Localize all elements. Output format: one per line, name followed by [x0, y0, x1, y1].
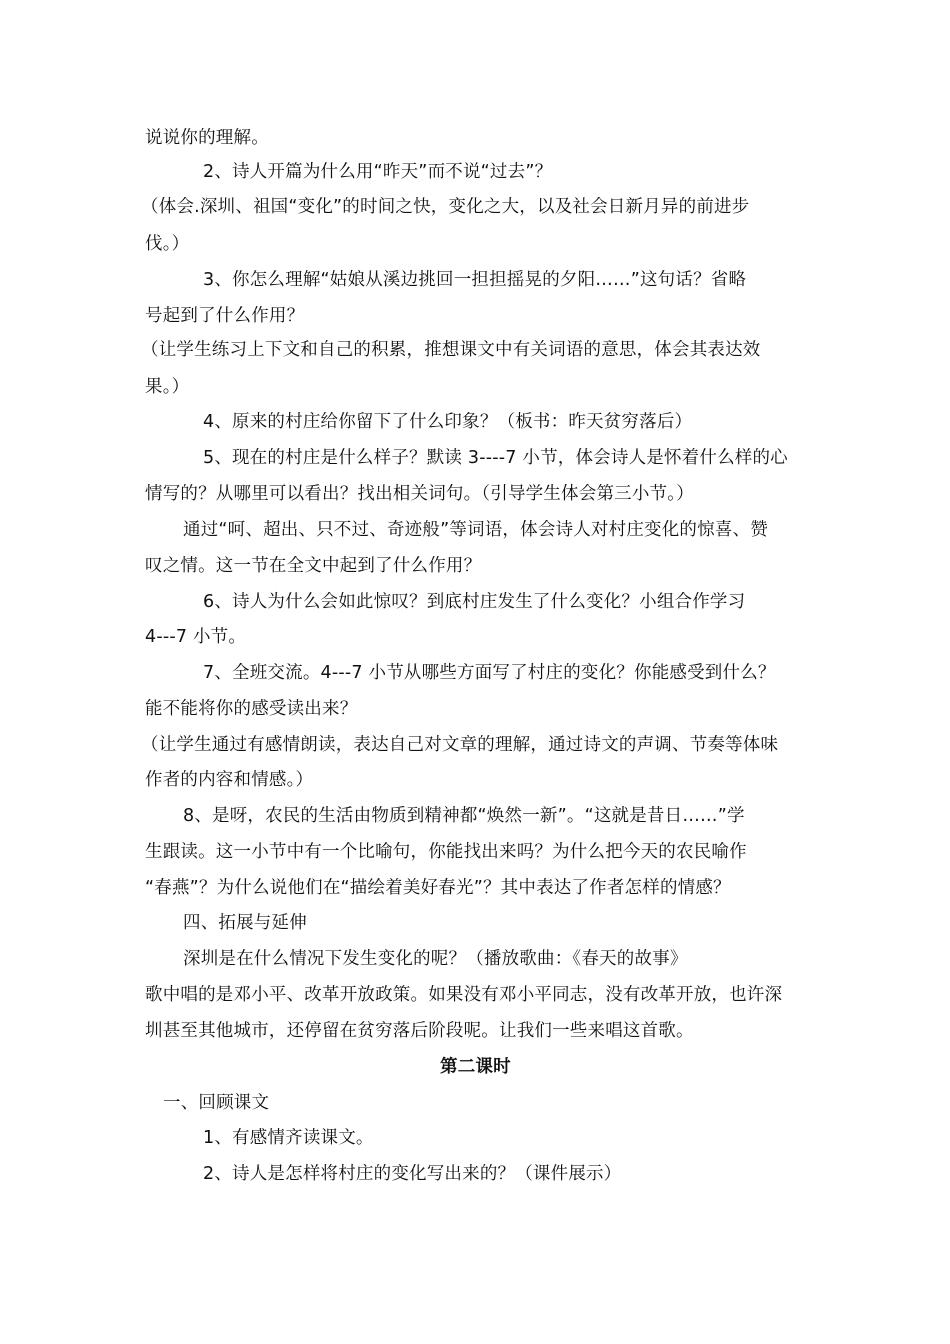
- text-line: 歌中唱的是邓小平、改革开放政策。如果没有邓小平同志，没有改革开放，也许深: [145, 985, 783, 1005]
- text-line: 生跟读。这一小节中有一个比喻句，你能找出来吗？为什么把今天的农民喻作: [145, 842, 747, 862]
- text-line: （让学生练习上下文和自己的积累，推想课文中有关词语的意思，体会其表达效: [141, 340, 761, 360]
- text-line: 4---7 小节。: [145, 627, 247, 647]
- lesson-title: 第二课时: [440, 1057, 511, 1077]
- question-5: 5、现在的村庄是什么样子？默读 3----7 小节，体会诗人是怀着什么样的心: [203, 448, 788, 468]
- text-line: 能不能将你的感受读出来？: [145, 699, 358, 719]
- text-line: 情写的？从哪里可以看出？找出相关词句。（引导学生体会第三小节。）: [145, 484, 694, 504]
- section-heading: 四、拓展与延伸: [183, 913, 307, 933]
- text-line: （体会.深圳、祖国“变化”的时间之快，变化之大，以及社会日新月异的前进步: [141, 197, 750, 217]
- text-line: 通过“呵、超出、只不过、奇迹般”等词语，体会诗人对村庄变化的惊喜、赞: [183, 520, 768, 540]
- section-heading: 一、回顾课文: [163, 1093, 270, 1113]
- question-8: 8、是呀，农民的生活由物质到精神都“焕然一新”。“这就是昔日……”学: [183, 806, 745, 826]
- question-2: 2、诗人开篇为什么用“昨天”而不说“过去”？: [203, 162, 553, 182]
- list-item: 2、诗人是怎样将村庄的变化写出来的？（课件展示）: [203, 1164, 622, 1184]
- text-line: 果。）: [145, 377, 190, 397]
- list-item: 1、有感情齐读课文。: [203, 1128, 374, 1148]
- question-3: 3、你怎么理解“姑娘从溪边挑回一担担摇晃的夕阳……”这句话？省略: [203, 270, 747, 290]
- text-line: 号起到了什么作用？: [145, 306, 305, 326]
- text-line: 圳甚至其他城市，还停留在贫穷落后阶段呢。让我们一些来唱这首歌。: [145, 1021, 694, 1041]
- question-4: 4、原来的村庄给你留下了什么印象？（板书：昨天贫穷落后）: [203, 412, 693, 432]
- text-line: 说说你的理解。: [145, 128, 269, 148]
- text-line: “春燕”？为什么说他们在“描绘着美好春光”？其中表达了作者怎样的情感？: [145, 878, 731, 898]
- text-line: 作者的内容和情感。）: [145, 770, 314, 790]
- text-line: 深圳是在什么情况下发生变化的呢？（播放歌曲：《春天的故事》: [183, 949, 688, 969]
- text-line: 伐。）: [145, 234, 190, 254]
- question-6: 6、诗人为什么会如此惊叹？到底村庄发生了什么变化？小组合作学习: [203, 592, 746, 612]
- text-line: 叹之情。这一节在全文中起到了什么作用？: [145, 556, 482, 576]
- text-line: （让学生通过有感情朗读，表达自己对文章的理解，通过诗文的声调、节奏等体味: [141, 735, 779, 755]
- question-7: 7、全班交流。4---7 小节从哪些方面写了村庄的变化？你能感受到什么？: [203, 663, 776, 683]
